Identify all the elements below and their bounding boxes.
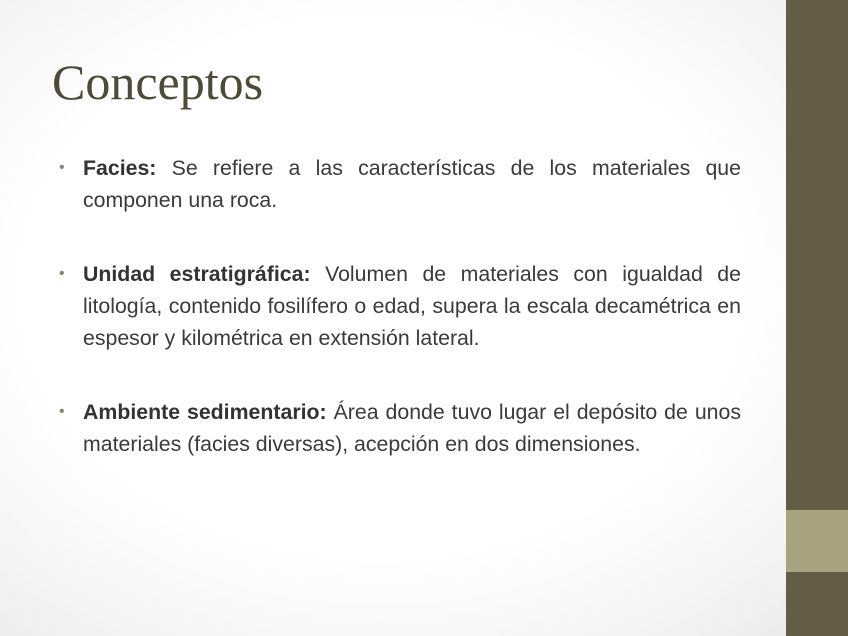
bullet-item-ambiente-sedimentario: [58, 396, 741, 460]
bullet-item-facies: [58, 152, 741, 216]
bullet-term: Unidad estratigráfica:: [83, 262, 326, 286]
bullet-dot-icon: •: [59, 403, 65, 420]
bullet-text: Volumen de materiales con igualdad de litología, contenido fosilífero o edad, supera la escala decamétrica en espesor y kilométrica en extensión lateral.: [83, 262, 741, 350]
bullet-item-unidad-estratigrafica: [58, 258, 741, 354]
bullet-dot-icon: •: [59, 159, 65, 176]
sidebar-accent-block: [786, 510, 848, 572]
bullet-term: Ambiente sedimentario:: [83, 400, 334, 424]
decorative-sidebar: [786, 0, 848, 636]
bullet-list: [58, 152, 741, 460]
bullet-text: Área donde tuvo lugar el depósito de unos materiales (facies diversas), acepción en dos dimensiones.: [83, 400, 741, 456]
bullet-dot-icon: •: [59, 265, 65, 282]
bullet-term: Facies:: [83, 156, 172, 180]
bullet-text: Se refiere a las características de los materiales que componen una roca.: [83, 156, 741, 212]
slide-title: Conceptos: [52, 54, 264, 110]
